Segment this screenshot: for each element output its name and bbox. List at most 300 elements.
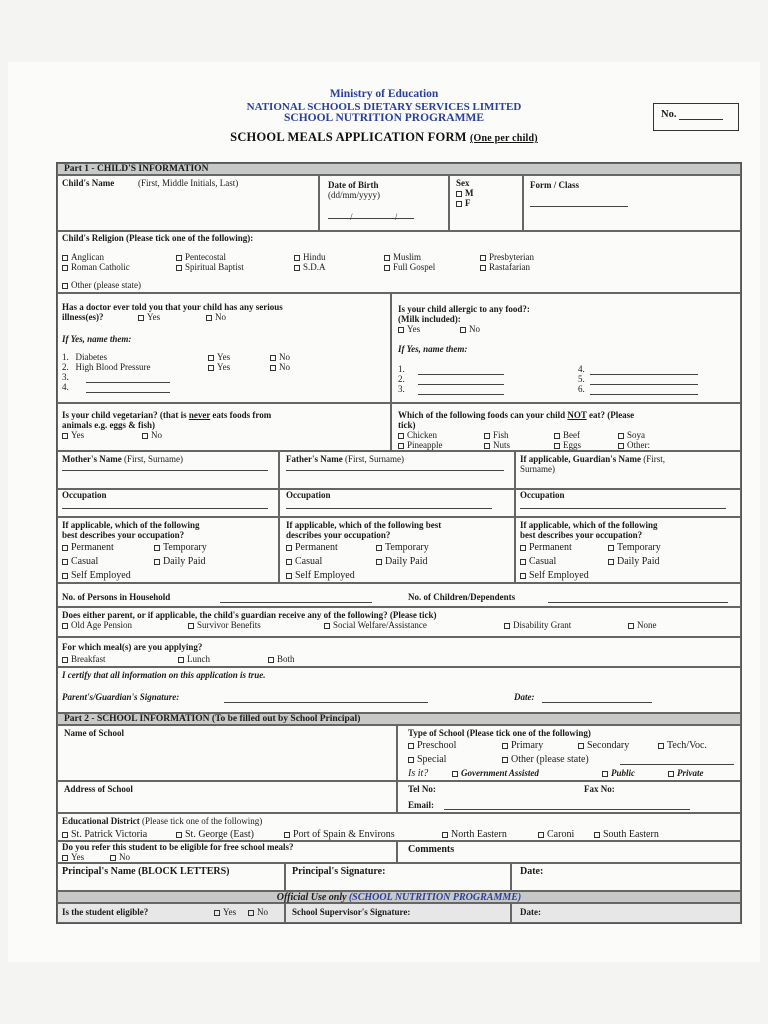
household-row bbox=[57, 583, 741, 607]
checkbox[interactable] bbox=[452, 771, 458, 777]
guardian-occupation-field[interactable] bbox=[515, 489, 741, 517]
programme-heading: SCHOOL NUTRITION PROGRAMME bbox=[284, 112, 484, 124]
sex-f-option[interactable] bbox=[456, 198, 471, 209]
school-address-field[interactable] bbox=[57, 781, 397, 813]
label-text: Father's Name bbox=[286, 454, 343, 464]
guardian-name-hint: Surname) bbox=[520, 464, 555, 474]
hbp-no[interactable] bbox=[270, 362, 290, 373]
checkbox[interactable] bbox=[602, 771, 608, 777]
checkbox[interactable] bbox=[294, 255, 300, 261]
q-part: (Please tick one of the following) bbox=[142, 816, 263, 826]
allergy-line-1[interactable] bbox=[418, 374, 504, 375]
checkbox[interactable] bbox=[188, 623, 194, 629]
option-label: Yes bbox=[71, 430, 85, 440]
option-label: Nuts bbox=[493, 440, 511, 450]
option-label: No bbox=[257, 907, 268, 917]
principal-date-label: Date: bbox=[520, 866, 544, 877]
option-label: No bbox=[119, 852, 130, 862]
religion-other[interactable] bbox=[62, 280, 141, 291]
refer-question: Do you refer this student to be eligible for free school meals? bbox=[62, 842, 294, 852]
checkbox[interactable] bbox=[270, 355, 276, 361]
illness-no[interactable] bbox=[206, 312, 226, 323]
parent-signature-line[interactable] bbox=[224, 702, 428, 703]
checkbox[interactable] bbox=[138, 315, 144, 321]
benefit-disability[interactable] bbox=[504, 620, 571, 631]
checkbox[interactable] bbox=[142, 433, 148, 439]
option-label: No bbox=[469, 324, 480, 334]
checkbox[interactable] bbox=[248, 910, 254, 916]
occ-permanent[interactable] bbox=[62, 542, 114, 554]
occupation-line bbox=[62, 508, 268, 509]
principal-signature-label: Principal's Signature: bbox=[292, 866, 386, 877]
option-label: Preschool bbox=[417, 740, 457, 751]
benefits-section bbox=[57, 607, 741, 637]
occ-permanent[interactable] bbox=[286, 542, 338, 554]
checkbox[interactable] bbox=[398, 433, 404, 439]
option-label: Port of Spain & Environs bbox=[293, 829, 395, 840]
tel-label: Tel No: bbox=[408, 784, 436, 794]
supervisor-signature-field[interactable] bbox=[285, 903, 511, 923]
allergy-if-yes: If Yes, name them: bbox=[398, 344, 468, 354]
option-label: Roman Catholic bbox=[71, 262, 130, 272]
checkbox[interactable] bbox=[608, 545, 614, 551]
religion-section bbox=[57, 231, 741, 293]
checkbox[interactable] bbox=[520, 545, 526, 551]
option-label: Yes bbox=[223, 907, 237, 917]
occ-permanent[interactable] bbox=[520, 542, 572, 554]
checkbox[interactable] bbox=[608, 559, 614, 565]
checkbox[interactable] bbox=[176, 832, 182, 838]
school-type-question: Type of School (Please tick one of the following) bbox=[408, 728, 591, 738]
option-label: Presbyterian bbox=[489, 252, 534, 262]
official-header bbox=[57, 891, 741, 903]
illness-2 bbox=[62, 362, 151, 373]
option-label: Permanent bbox=[529, 542, 572, 553]
option-label: Soya bbox=[627, 430, 645, 440]
public-option[interactable] bbox=[602, 768, 635, 779]
checkbox[interactable] bbox=[268, 657, 274, 663]
q-part: Is your child vegetarian? (that is bbox=[62, 410, 189, 420]
father-name-line bbox=[286, 470, 504, 471]
illness-name: Diabetes bbox=[75, 352, 107, 362]
option-label: Full Gospel bbox=[393, 262, 436, 272]
option-label: Public bbox=[611, 768, 635, 778]
form-title bbox=[0, 130, 768, 145]
checkbox[interactable] bbox=[502, 743, 508, 749]
benefit-none[interactable] bbox=[628, 620, 657, 631]
benefit-social-welfare[interactable] bbox=[324, 620, 427, 631]
parent-date-label: Date: bbox=[514, 692, 535, 702]
food-pineapple[interactable] bbox=[398, 440, 443, 451]
father-occupation-field[interactable] bbox=[279, 489, 515, 517]
private-option[interactable] bbox=[668, 768, 704, 779]
checkbox[interactable] bbox=[286, 573, 292, 579]
q-part: eat? (Please bbox=[586, 410, 635, 420]
dob-label: Date of Birth bbox=[328, 180, 379, 190]
option-label: Casual bbox=[71, 556, 99, 567]
checkbox[interactable] bbox=[554, 443, 560, 449]
option-label: Other (please state) bbox=[511, 754, 589, 765]
religion-rastafarian[interactable] bbox=[480, 262, 530, 273]
occupation-label: Occupation bbox=[520, 490, 565, 500]
allergy-num-2: 2. bbox=[398, 374, 405, 384]
checkbox[interactable] bbox=[270, 365, 276, 371]
official-date-field[interactable] bbox=[511, 903, 741, 923]
form-number-line bbox=[679, 110, 723, 120]
checkbox[interactable] bbox=[618, 443, 624, 449]
school-name-field[interactable] bbox=[57, 725, 397, 781]
option-label: Private bbox=[677, 768, 704, 778]
checkbox[interactable] bbox=[398, 443, 404, 449]
occ-casual[interactable] bbox=[520, 556, 556, 568]
foods-section bbox=[391, 403, 741, 451]
option-label: No bbox=[215, 312, 226, 322]
district-question bbox=[62, 816, 262, 827]
vegetarian-question-line2: animals e.g. eggs & fish) bbox=[62, 420, 155, 430]
occupation-label: Occupation bbox=[286, 490, 331, 500]
checkbox[interactable] bbox=[618, 433, 624, 439]
sex-f-checkbox[interactable] bbox=[456, 201, 462, 207]
child-name-hint: (First, Middle Initials, Last) bbox=[138, 178, 239, 188]
type-preschool[interactable] bbox=[408, 740, 456, 752]
checkbox[interactable] bbox=[484, 443, 490, 449]
num: 1. bbox=[62, 352, 69, 362]
checkbox[interactable] bbox=[408, 743, 414, 749]
allergy-line-4[interactable] bbox=[590, 374, 698, 375]
email-label: Email: bbox=[408, 800, 434, 810]
checkbox[interactable] bbox=[62, 832, 68, 838]
allergy-line-2[interactable] bbox=[418, 384, 504, 385]
mother-name-field[interactable] bbox=[57, 451, 279, 489]
allergy-line-5[interactable] bbox=[590, 384, 698, 385]
checkbox[interactable] bbox=[504, 623, 510, 629]
illness-question-line2: illness(es)? bbox=[62, 312, 104, 322]
option-label: None bbox=[637, 620, 657, 630]
eligible-no[interactable] bbox=[248, 907, 268, 918]
option-label: Yes bbox=[217, 362, 231, 372]
form-number-label: No. bbox=[661, 109, 677, 120]
eligible-yes[interactable] bbox=[214, 907, 236, 918]
checkbox[interactable] bbox=[154, 559, 160, 565]
religion-sda[interactable] bbox=[294, 262, 326, 273]
meal-breakfast[interactable] bbox=[62, 654, 105, 665]
allergy-num-3: 3. bbox=[398, 384, 405, 394]
checkbox[interactable] bbox=[408, 757, 414, 763]
num: 2. bbox=[62, 362, 69, 372]
option-label: Muslim bbox=[393, 252, 422, 262]
dob-field[interactable] bbox=[319, 175, 449, 231]
occ-casual[interactable] bbox=[286, 556, 322, 568]
form-class-label: Form / Class bbox=[530, 180, 579, 190]
district-section bbox=[57, 813, 741, 841]
checkbox[interactable] bbox=[178, 657, 184, 663]
checkbox[interactable] bbox=[176, 265, 182, 271]
occ-question: If applicable, which of the following best bbox=[286, 520, 442, 530]
school-address-label: Address of School bbox=[64, 784, 133, 794]
company-heading: NATIONAL SCHOOLS DIETARY SERVICES LIMITED bbox=[246, 101, 522, 113]
allergy-no[interactable] bbox=[460, 324, 480, 335]
occupation-label: Occupation bbox=[62, 490, 107, 500]
checkbox[interactable] bbox=[62, 255, 68, 261]
checkbox[interactable] bbox=[214, 910, 220, 916]
checkbox[interactable] bbox=[480, 255, 486, 261]
option-label: S.D.A bbox=[303, 262, 326, 272]
is-it-label: Is it? bbox=[408, 768, 429, 779]
form-title-text: SCHOOL MEALS APPLICATION FORM bbox=[230, 130, 467, 144]
q-part: never bbox=[188, 410, 211, 420]
comments-field[interactable] bbox=[397, 841, 741, 863]
checkbox[interactable] bbox=[502, 757, 508, 763]
option-label: Chicken bbox=[407, 430, 437, 440]
type-other[interactable] bbox=[502, 754, 589, 766]
label-hint: (First, Surname) bbox=[123, 454, 183, 464]
official-date-label: Date: bbox=[520, 907, 541, 917]
option-label: Government Assisted bbox=[461, 768, 539, 778]
vegetarian-no[interactable] bbox=[142, 430, 162, 441]
principal-signature-field[interactable] bbox=[285, 863, 511, 891]
sex-f-label: F bbox=[465, 198, 471, 208]
option-label: No bbox=[279, 352, 290, 362]
father-name-field[interactable] bbox=[279, 451, 515, 489]
option-label: Beef bbox=[563, 430, 580, 440]
email-line[interactable] bbox=[444, 809, 690, 810]
checkbox[interactable] bbox=[594, 832, 600, 838]
label-hint: (First, Surname) bbox=[344, 454, 404, 464]
checkbox[interactable] bbox=[62, 855, 68, 861]
checkbox[interactable] bbox=[294, 265, 300, 271]
allergy-milk: (Milk included): bbox=[398, 314, 461, 324]
option-label: Other: bbox=[627, 440, 650, 450]
sex-m-checkbox[interactable] bbox=[456, 191, 462, 197]
form-class-field[interactable] bbox=[523, 175, 741, 231]
checkbox[interactable] bbox=[286, 559, 292, 565]
checkbox[interactable] bbox=[324, 623, 330, 629]
checkbox[interactable] bbox=[480, 265, 486, 271]
food-eggs[interactable] bbox=[554, 440, 581, 451]
type-tech-voc[interactable] bbox=[658, 740, 707, 752]
option-label: Fish bbox=[493, 430, 509, 440]
father-name-label bbox=[286, 454, 404, 465]
hbp-yes[interactable] bbox=[208, 362, 230, 373]
parent-date-line[interactable] bbox=[542, 702, 652, 703]
option-label: Temporary bbox=[385, 542, 429, 553]
occ-temporary[interactable] bbox=[376, 542, 429, 554]
meal-lunch[interactable] bbox=[178, 654, 210, 665]
fax-label: Fax No: bbox=[584, 784, 615, 794]
district-port-of-spain[interactable] bbox=[284, 829, 395, 841]
option-label: Self Employed bbox=[295, 570, 355, 581]
checkbox[interactable] bbox=[398, 327, 404, 333]
checkbox[interactable] bbox=[628, 623, 634, 629]
form-class-line bbox=[530, 206, 628, 207]
gov-assisted-option[interactable] bbox=[452, 768, 539, 779]
persons-household-line[interactable] bbox=[220, 602, 372, 603]
checkbox[interactable] bbox=[460, 327, 466, 333]
contact-section bbox=[397, 781, 741, 813]
type-secondary[interactable] bbox=[578, 740, 629, 752]
dob-format: (dd/mm/yyyy) bbox=[328, 190, 380, 200]
checkbox[interactable] bbox=[286, 545, 292, 551]
meals-section bbox=[57, 637, 741, 667]
allergy-line-3[interactable] bbox=[418, 394, 504, 395]
option-label: Casual bbox=[529, 556, 557, 567]
checkbox[interactable] bbox=[176, 255, 182, 261]
religion-question: Child's Religion (Please tick one of the following): bbox=[62, 233, 254, 243]
checkbox[interactable] bbox=[520, 559, 526, 565]
child-name-label: Child's Name bbox=[62, 178, 115, 188]
checkbox[interactable] bbox=[62, 265, 68, 271]
allergy-line-6[interactable] bbox=[590, 394, 698, 395]
sex-label: Sex bbox=[456, 178, 470, 188]
option-label: Special bbox=[417, 754, 447, 765]
checkbox[interactable] bbox=[208, 355, 214, 361]
q-part: Which of the following foods can your child bbox=[398, 410, 568, 420]
option-label: Yes bbox=[217, 352, 231, 362]
refer-yes[interactable] bbox=[62, 852, 84, 863]
district-st-george[interactable] bbox=[176, 829, 254, 841]
option-label: Lunch bbox=[187, 654, 210, 664]
occ-casual[interactable] bbox=[62, 556, 98, 568]
occ-temporary[interactable] bbox=[154, 542, 207, 554]
occ-daily-paid[interactable] bbox=[376, 556, 428, 568]
district-north-eastern[interactable] bbox=[442, 829, 507, 841]
checkbox[interactable] bbox=[62, 433, 68, 439]
benefit-old-age[interactable] bbox=[62, 620, 132, 631]
occ-daily-paid[interactable] bbox=[154, 556, 206, 568]
principal-name-field[interactable] bbox=[57, 863, 285, 891]
refer-no[interactable] bbox=[110, 852, 130, 863]
option-label: No bbox=[279, 362, 290, 372]
occ-question-line2: best describes your occupation? bbox=[520, 530, 643, 540]
meals-question: For which meal(s) are you applying? bbox=[62, 642, 203, 652]
checkbox[interactable] bbox=[668, 771, 674, 777]
religion-full-gospel[interactable] bbox=[384, 262, 435, 273]
checkbox[interactable] bbox=[484, 433, 490, 439]
food-nuts[interactable] bbox=[484, 440, 510, 451]
checkbox[interactable] bbox=[520, 573, 526, 579]
option-label: North Eastern bbox=[451, 829, 507, 840]
vegetarian-yes[interactable] bbox=[62, 430, 84, 441]
checkbox[interactable] bbox=[284, 832, 290, 838]
allergy-num-6: 6. bbox=[578, 384, 585, 394]
religion-spiritual-baptist[interactable] bbox=[176, 262, 244, 273]
illness-4-line[interactable] bbox=[86, 392, 170, 393]
option-label: Both bbox=[277, 654, 295, 664]
checkbox[interactable] bbox=[208, 365, 214, 371]
option-label: Primary bbox=[511, 740, 544, 751]
allergy-section bbox=[391, 293, 741, 403]
benefit-survivor[interactable] bbox=[188, 620, 261, 631]
illness-name: High Blood Pressure bbox=[75, 362, 151, 372]
option-label: Caroni bbox=[547, 829, 575, 840]
form-number-box[interactable] bbox=[653, 103, 739, 131]
occ-self-employed[interactable] bbox=[286, 570, 355, 582]
option-label: Temporary bbox=[163, 542, 207, 553]
option-label: Permanent bbox=[295, 542, 338, 553]
mother-occupation-field[interactable] bbox=[57, 489, 279, 517]
checkbox[interactable] bbox=[110, 855, 116, 861]
checkbox[interactable] bbox=[538, 832, 544, 838]
children-dependents-line[interactable] bbox=[548, 602, 728, 603]
checkbox[interactable] bbox=[578, 743, 584, 749]
meal-both[interactable] bbox=[268, 654, 295, 665]
foods-question-line2: tick) bbox=[398, 420, 416, 430]
religion-roman-catholic[interactable] bbox=[62, 262, 130, 273]
illness-3-line[interactable] bbox=[86, 382, 170, 383]
option-label: Yes bbox=[147, 312, 161, 322]
occ-temporary[interactable] bbox=[608, 542, 661, 554]
q-part: Educational District bbox=[62, 816, 140, 826]
illness-yes[interactable] bbox=[138, 312, 160, 323]
checkbox[interactable] bbox=[62, 283, 68, 289]
checkbox[interactable] bbox=[658, 743, 664, 749]
occupation-line bbox=[286, 508, 492, 509]
district-st-patrick[interactable] bbox=[62, 829, 147, 841]
allergy-num-5: 5. bbox=[578, 374, 585, 384]
certify-section bbox=[57, 667, 741, 713]
option-label: Old Age Pension bbox=[71, 620, 133, 630]
occ-daily-paid[interactable] bbox=[608, 556, 660, 568]
option-label: Other (please state) bbox=[71, 280, 141, 290]
occupation-line bbox=[520, 508, 726, 509]
checkbox[interactable] bbox=[442, 832, 448, 838]
allergy-yes[interactable] bbox=[398, 324, 420, 335]
food-other[interactable] bbox=[618, 440, 650, 451]
official-title-b: (SCHOOL NUTRITION PROGRAMME) bbox=[348, 892, 522, 903]
label-hint: (First, bbox=[643, 454, 666, 464]
type-other-line[interactable] bbox=[620, 764, 734, 765]
principal-date-field[interactable] bbox=[511, 863, 741, 891]
refer-section bbox=[57, 841, 397, 863]
supervisor-signature-label: School Supervisor's Signature: bbox=[292, 907, 411, 917]
checkbox[interactable] bbox=[376, 559, 382, 565]
child-name-field[interactable] bbox=[57, 175, 319, 231]
occ-self-employed[interactable] bbox=[62, 570, 131, 582]
district-caroni[interactable] bbox=[538, 829, 574, 841]
eligible-section bbox=[57, 903, 285, 923]
checkbox[interactable] bbox=[206, 315, 212, 321]
option-label: Daily Paid bbox=[617, 556, 660, 567]
checkbox[interactable] bbox=[384, 265, 390, 271]
guardian-name-field[interactable] bbox=[515, 451, 741, 489]
option-label: Survivor Benefits bbox=[197, 620, 261, 630]
checkbox[interactable] bbox=[384, 255, 390, 261]
checkbox[interactable] bbox=[62, 623, 68, 629]
checkbox[interactable] bbox=[376, 545, 382, 551]
district-south-eastern[interactable] bbox=[594, 829, 659, 841]
vegetarian-section bbox=[57, 403, 391, 451]
q-part: NOT bbox=[567, 410, 587, 420]
checkbox[interactable] bbox=[62, 573, 68, 579]
checkbox[interactable] bbox=[62, 559, 68, 565]
official-title-a: Official Use only bbox=[276, 892, 347, 903]
dob-line bbox=[328, 218, 414, 219]
option-label: Yes bbox=[71, 852, 85, 862]
checkbox[interactable] bbox=[154, 545, 160, 551]
checkbox[interactable] bbox=[62, 657, 68, 663]
option-label: St. Patrick Victoria bbox=[71, 829, 148, 840]
part1-header: Part 1 - CHILD'S INFORMATION bbox=[57, 163, 741, 175]
option-label: Pentecostal bbox=[185, 252, 226, 262]
type-special[interactable] bbox=[408, 754, 446, 766]
occ-self-employed[interactable] bbox=[520, 570, 589, 582]
option-label: Tech/Voc. bbox=[667, 740, 707, 751]
children-dependents-label: No. of Children/Dependents bbox=[408, 592, 516, 602]
checkbox[interactable] bbox=[554, 433, 560, 439]
checkbox[interactable] bbox=[62, 545, 68, 551]
type-primary[interactable] bbox=[502, 740, 543, 752]
dob-slashes: / / bbox=[350, 212, 418, 222]
